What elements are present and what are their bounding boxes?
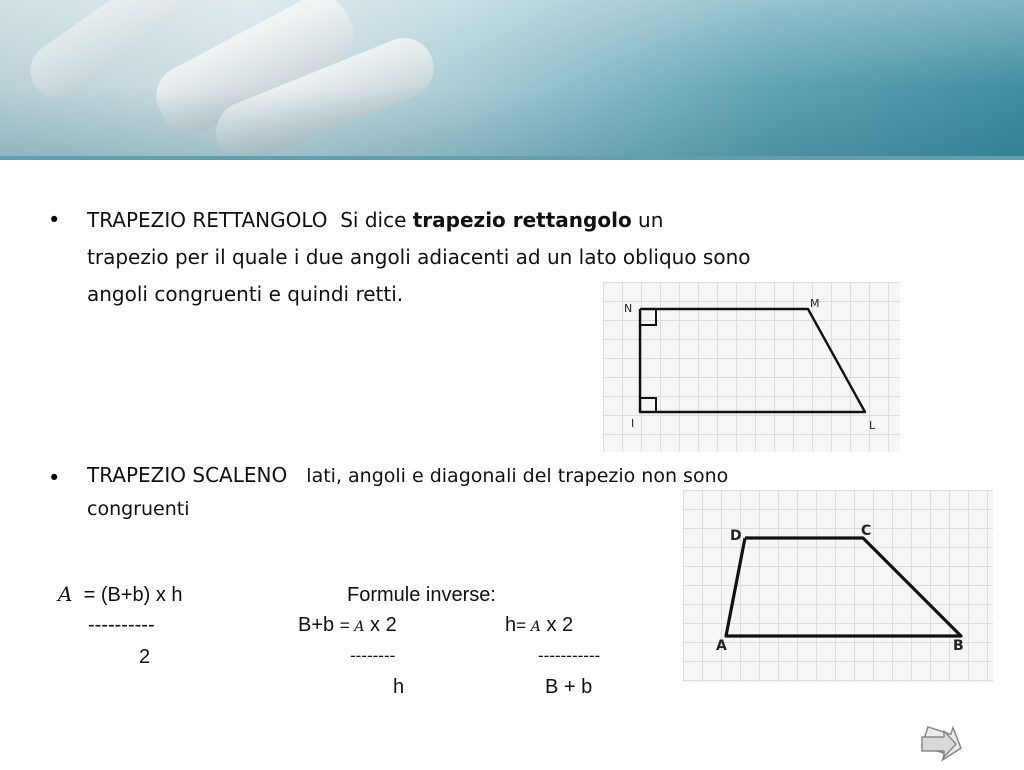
next-slide-button[interactable] <box>918 722 966 766</box>
term-rettangolo: TRAPEZIO RETTANGOLO <box>87 208 328 232</box>
inv1-left: B+b <box>298 614 335 636</box>
inv1-rest: x 2 <box>364 614 397 636</box>
bullet-1: • <box>48 208 61 232</box>
para2-line1 <box>87 459 967 493</box>
bold-term-rettangolo: trapezio rettangolo <box>412 208 632 232</box>
vertex-b: B <box>953 638 964 654</box>
inv2-rest: x 2 <box>540 614 574 636</box>
figure-right-trapezoid <box>603 282 900 452</box>
area-symbol: A <box>58 582 73 606</box>
right-angle-mark-bottom <box>640 398 656 412</box>
vertex-d: D <box>730 528 742 544</box>
term-scaleno: TRAPEZIO SCALENO <box>87 463 288 487</box>
text-un: un <box>638 208 664 232</box>
inverse-formulas-title: Formule inverse: <box>347 584 496 606</box>
vertex-n: N <box>624 302 633 315</box>
vertex-a: A <box>716 638 727 654</box>
trapezoid-shape <box>640 309 865 412</box>
vertex-m: M <box>810 297 820 310</box>
figure-scalene-trapezoid <box>683 490 993 682</box>
header-banner <box>0 0 1024 160</box>
inv1-fraction-line: -------- <box>350 646 396 665</box>
area-denominator: 2 <box>139 646 151 668</box>
header-divider <box>0 156 1024 160</box>
vertex-c: C <box>861 523 872 539</box>
next-arrow-icon <box>918 722 966 766</box>
area-expression: = (B+b) x h <box>83 584 183 606</box>
scaleno-description: lati, angoli e diagonali del trapezio non sono <box>306 465 729 487</box>
inv2-fraction-line: ----------- <box>538 646 601 665</box>
para1-line3: angoli congruenti e quindi retti. <box>87 282 404 306</box>
para1-line1 <box>87 202 967 239</box>
scalene-trapezoid-drawing <box>683 490 993 682</box>
right-angle-mark-top <box>640 309 656 325</box>
inv1-equals: = <box>339 616 355 635</box>
para2-line2: congruenti <box>87 498 190 520</box>
para1-line2: trapezio per il quale i due angoli adiacenti ad un lato obliquo sono <box>87 245 751 269</box>
inv2-equals: = <box>516 616 531 635</box>
right-trapezoid-drawing <box>603 282 900 452</box>
vertex-i: I <box>631 417 635 430</box>
inv2-denominator: B + b <box>545 676 593 698</box>
bullet-2: • <box>48 466 61 490</box>
vertex-l: L <box>869 419 876 432</box>
header-shade <box>0 0 1024 160</box>
inverse-formula-2 <box>505 614 573 637</box>
inverse-formula-1 <box>298 614 397 637</box>
inv1-symbol: A <box>354 619 365 635</box>
inv2-symbol: A <box>530 619 541 635</box>
area-formula <box>58 582 183 607</box>
inv1-denominator: h <box>393 676 405 698</box>
intro-text: Si dice <box>340 208 407 232</box>
inv2-left: h <box>505 614 517 636</box>
scalene-shape <box>726 538 961 636</box>
area-fraction-line: ---------- <box>88 614 155 636</box>
